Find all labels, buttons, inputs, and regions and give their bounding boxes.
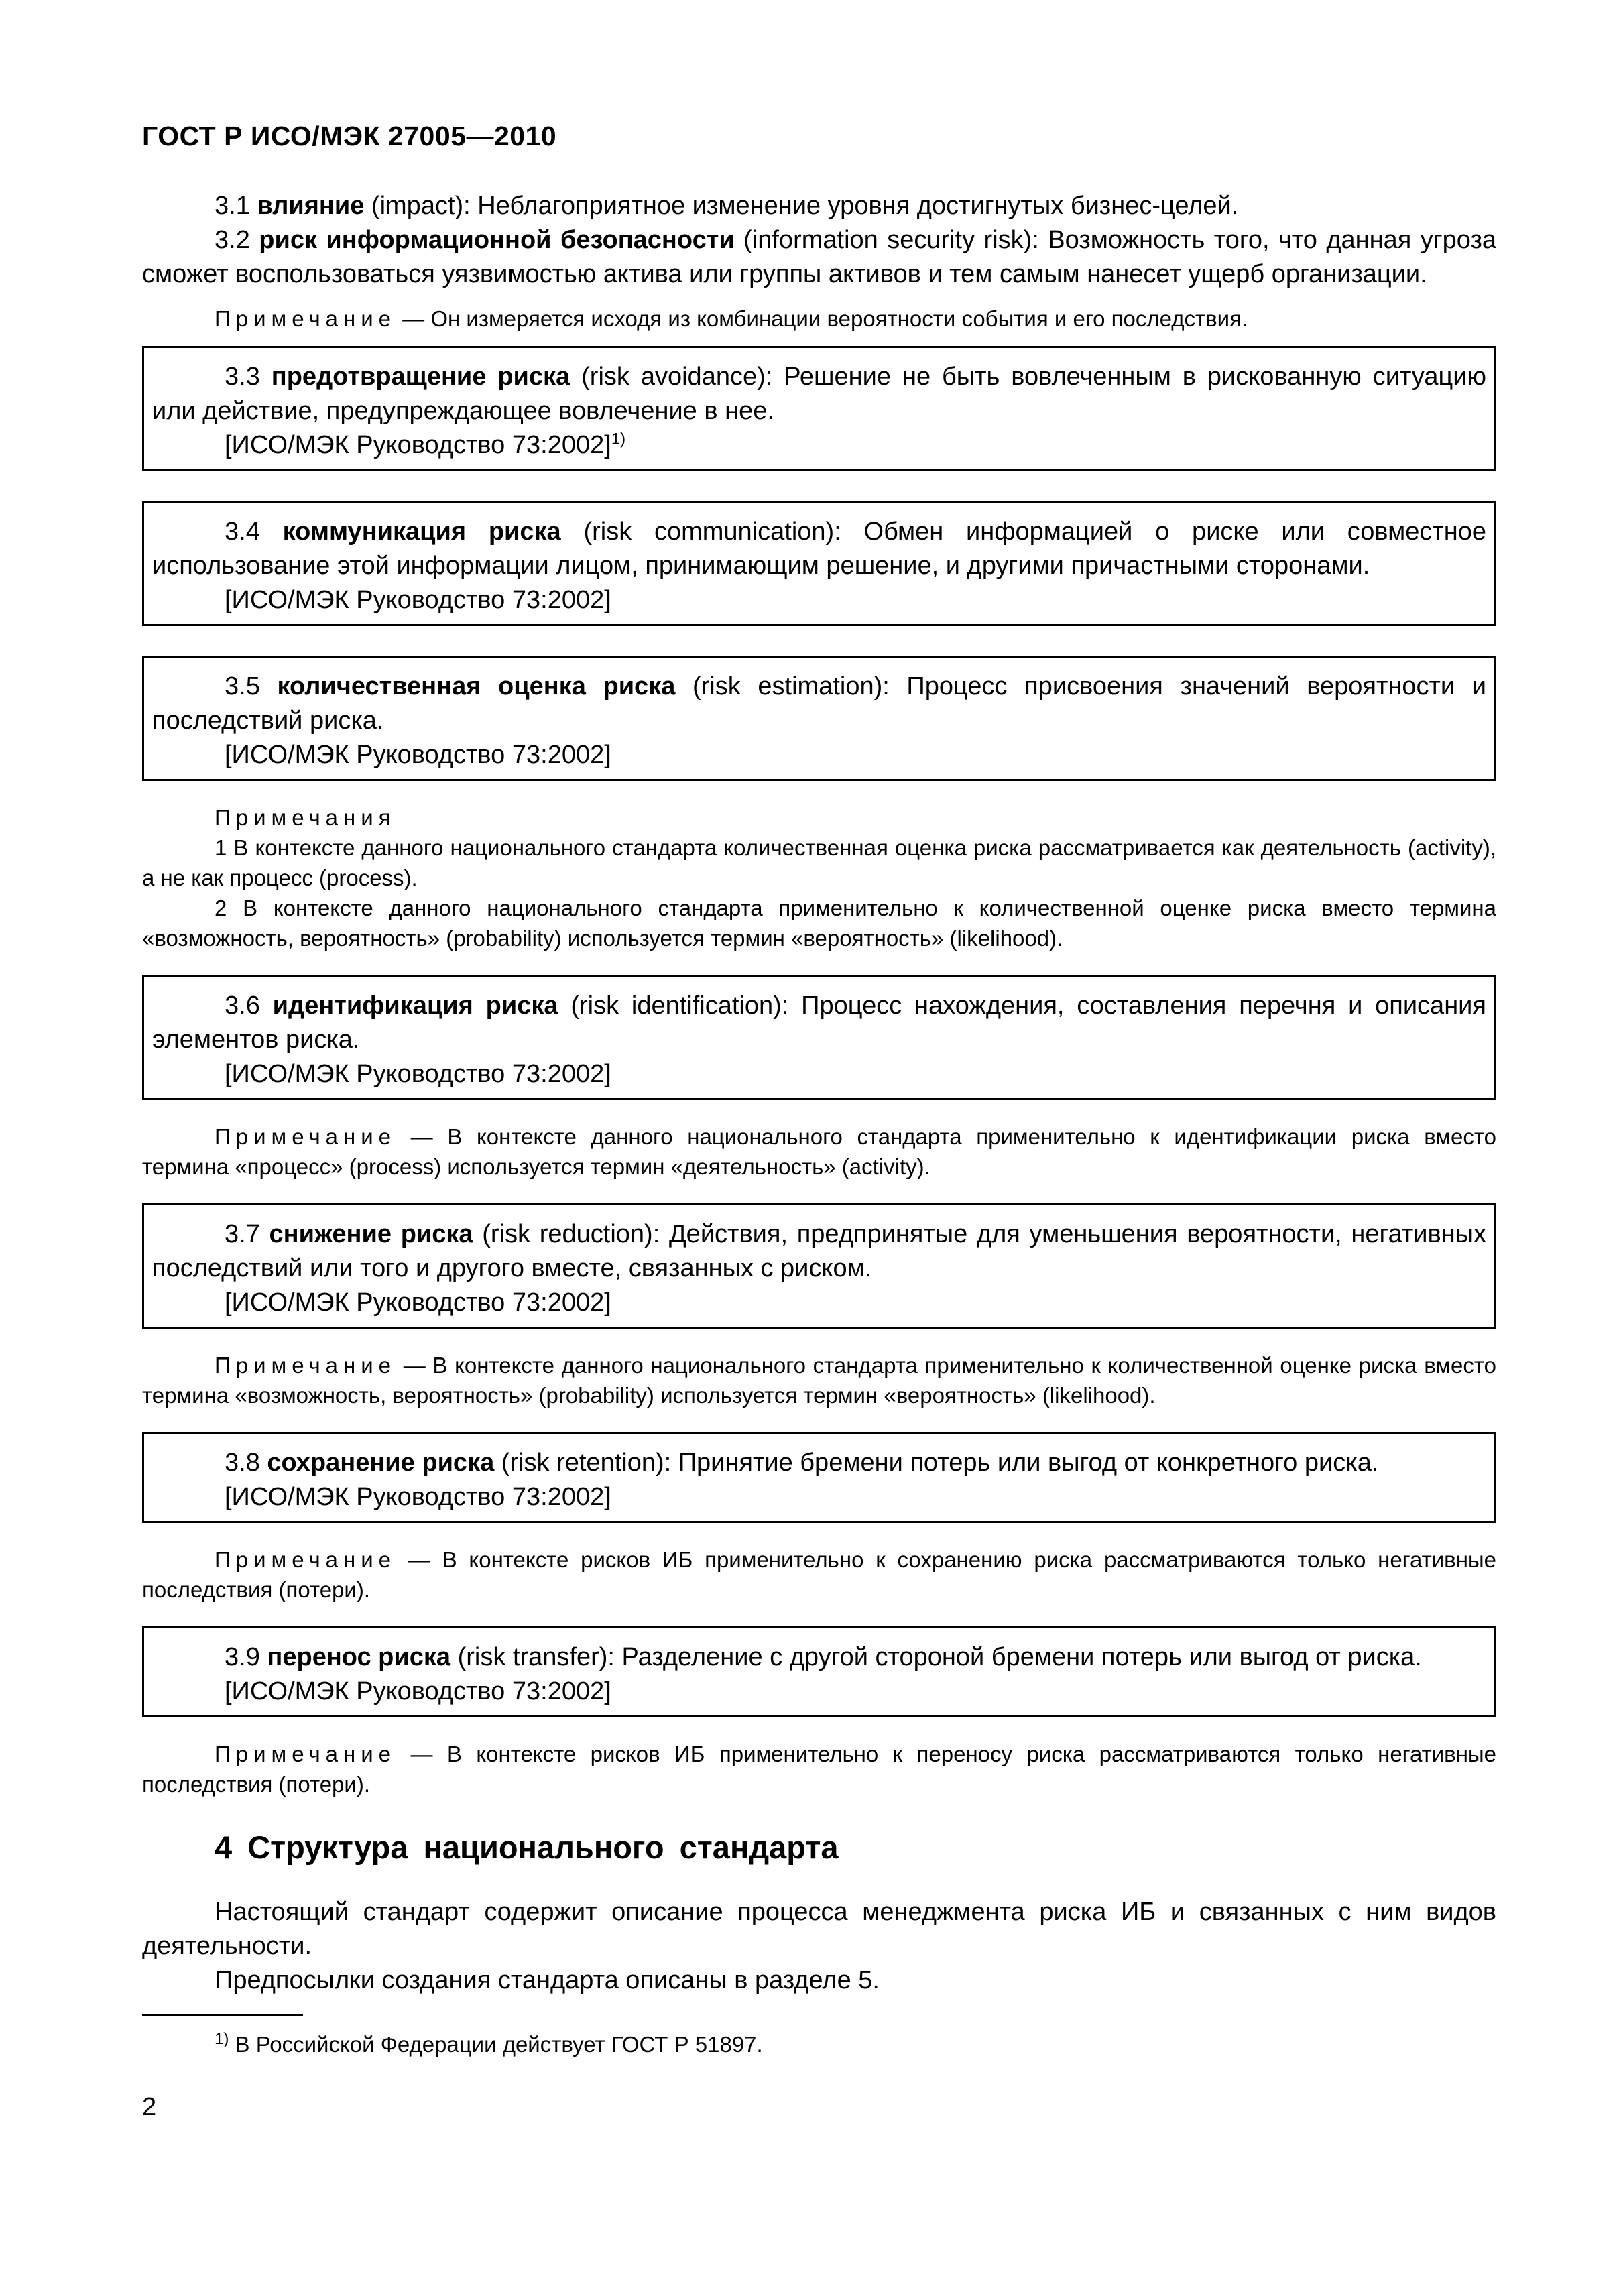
note-3-5-2: 2 В контексте данного национального стандарта применительно к количественной оценке риска вместо термина «возможность, вероятность» (probability) используется термин «вероятность» (likelihood). — [142, 896, 1496, 951]
term-reference: [ИСО/МЭК Руководство 73:2002] — [225, 1288, 611, 1317]
term-3-6: 3.6 идентификация риска (risk identification): Процесс нахождения, составления перечня и описания элементов риска. — [152, 991, 1486, 1054]
term-box-3-3 — [142, 346, 1496, 471]
term-box-3-5 — [142, 656, 1496, 781]
term-box-3-9 — [142, 1626, 1496, 1717]
term-3-5: 3.5 количественная оценка риска (risk estimation): Процесс присвоения значений вероятности и последствий риска. — [152, 672, 1486, 735]
term-reference: [ИСО/МЭК Руководство 73:2002] — [225, 586, 611, 614]
footnote-separator — [142, 2014, 303, 2016]
term-box-3-8 — [142, 1432, 1496, 1523]
term-title: предотвращение риска — [271, 363, 570, 391]
note-3-7: Примечание — В контексте данного национального стандарта применительно к количественной оценке риска вместо термина «возможность, вероятность» (probability) используется термин «вероятность» (likelihood). — [142, 1353, 1496, 1408]
section-4-title: 4 Структура национального стандарта — [215, 1829, 839, 1865]
term-box-3-7 — [142, 1203, 1496, 1329]
document-header: ГОСТ Р ИСО/МЭК 27005—2010 — [142, 121, 557, 152]
term-3-2: 3.2 риск информационной безопасности (information security risk): Возможность того, что данная угроза сможет воспользоваться уязвимостью актива или группы активов и тем самым нанесет ущерб организации. — [142, 226, 1496, 288]
term-3-3: 3.3 предотвращение риска (risk avoidance): Решение не быть вовлеченным в рискованную ситуацию или действие, предупреждающее вовлечение в нее. — [152, 363, 1486, 425]
term-reference: [ИСО/МЭК Руководство 73:2002] — [225, 1677, 611, 1705]
note-3-6: Примечание — В контексте данного национального стандарта применительно к идентификации риска вместо термина «процесс» (process) используется термин «деятельность» (activity). — [142, 1124, 1496, 1179]
term-title: риск информационной безопасности — [259, 226, 735, 254]
footnote: $^{1)}$ В Российской Федерации действует ГОСТ Р 51897. — [215, 2030, 763, 2057]
term-title: количественная оценка риска — [277, 672, 676, 701]
term-title: влияние — [257, 192, 365, 220]
term-3-7: 3.7 снижение риска (risk reduction): Действия, предпринятые для уменьшения вероятности, негативных последствий или того и другого вместе, связанных с риском. — [152, 1220, 1486, 1282]
term-3-9: 3.9 перенос риска (risk transfer): Разделение с другой стороной бремени потерь или выгод от риска. — [225, 1643, 1422, 1671]
term-box-3-6 — [142, 975, 1496, 1100]
term-reference: [ИСО/МЭК Руководство 73:2002] — [225, 1483, 611, 1511]
term-3-1: 3.1 влияние (impact): Неблагоприятное изменение уровня достигнутых бизнес-целей. — [215, 192, 1239, 220]
term-title: снижение риска — [269, 1220, 473, 1248]
term-3-4: 3.4 коммуникация риска (risk communication): Обмен информацией о риске или совместное использование этой информации лицом, принимающим решение, и другими причастными сторонами. — [152, 518, 1487, 580]
note-3-2: Примечание — Он измеряется исходя из комбинации вероятности события и его последствия. — [215, 306, 1248, 331]
note-3-5-1: 1 В контексте данного национального стандарта количественная оценка риска рассматривается как деятельность (activity), а не как процесс (process). — [142, 835, 1496, 890]
term-box-3-4 — [142, 501, 1496, 626]
term-reference: [ИСО/МЭК Руководство 73:2002]$^{1)}$ — [225, 430, 626, 459]
footnote-marker: 1) — [611, 430, 626, 448]
term-title: коммуникация риска — [282, 518, 561, 546]
note-3-9: Примечание — В контексте рисков ИБ применительно к переносу риска рассматриваются только негативные последствия (потери). — [142, 1742, 1496, 1797]
notes-label: Примечания — [215, 805, 396, 830]
document-page — [142, 121, 1496, 2059]
term-title: сохранение риска — [267, 1449, 495, 1477]
term-3-8: 3.8 сохранение риска (risk retention): Принятие бремени потерь или выгод от конкретного риска. — [225, 1449, 1379, 1477]
term-title: идентификация риска — [272, 991, 558, 1020]
page-number: 2 — [142, 2093, 157, 2121]
note-3-8: Примечание — В контексте рисков ИБ применительно к сохранению риска рассматриваются только негативные последствия (потери). — [142, 1547, 1496, 1602]
section-4-paragraph-2: Предпосылки создания стандарта описаны в разделе 5. — [215, 1966, 880, 1994]
term-reference: [ИСО/МЭК Руководство 73:2002] — [225, 741, 611, 769]
section-4-paragraph-1: Настоящий стандарт содержит описание процесса менеджмента риска ИБ и связанных с ним видов деятельности. — [142, 1898, 1496, 1960]
term-reference: [ИСО/МЭК Руководство 73:2002] — [225, 1060, 611, 1088]
term-title: перенос риска — [267, 1643, 451, 1671]
